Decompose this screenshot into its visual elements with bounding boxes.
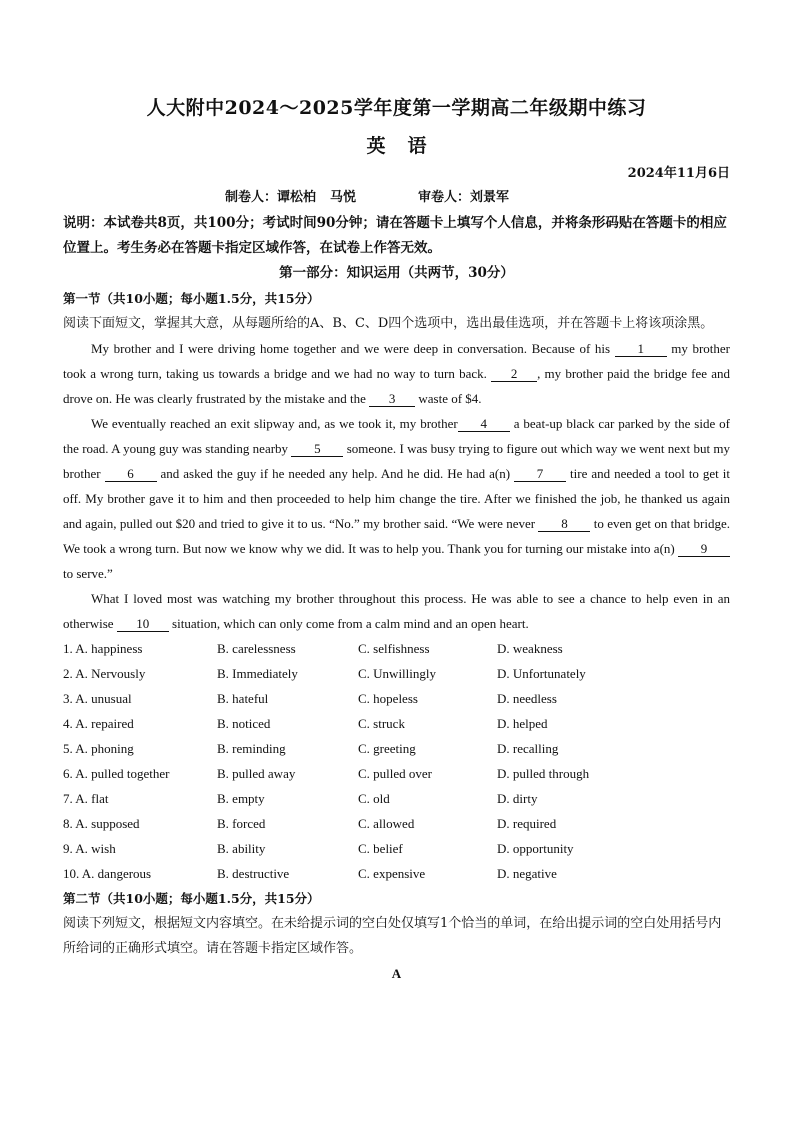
maker-second: 马悦: [330, 190, 357, 205]
section1-title: 第一节（共10小题；每小题1.5分，共15分）: [63, 291, 320, 306]
passage-text: to serve.”: [63, 566, 113, 581]
option-b: B. pulled away: [217, 766, 296, 781]
maker-label: 制卷人：谭松柏: [225, 190, 317, 205]
option-a: 8. A. supposed: [63, 816, 140, 831]
blank-2: 2: [491, 367, 537, 382]
option-d: D. Unfortunately: [497, 666, 586, 681]
option-b: B. forced: [217, 816, 266, 831]
section2-instructions: 阅读下列短文，根据短文内容填空。在未给提示词的空白处仅填写1个恰当的单词，在给出提示词的空白处用括号内所给词的正确形式填空。请在答题卡指定区域作答。: [63, 916, 722, 956]
passage-text: waste of $4.: [415, 391, 482, 406]
option-row: [63, 661, 730, 686]
option-d: D. required: [497, 816, 557, 831]
passage-text: , my brother paid the bridge fee and drove on. He was clearly frustrated by the mistake and the: [63, 366, 731, 406]
reviewer-label: 审卷人：刘景军: [418, 190, 510, 205]
option-b: B. carelessness: [217, 641, 296, 656]
blank-6: 6: [105, 467, 157, 482]
option-row: [63, 836, 730, 861]
option-a: 3. A. unusual: [63, 691, 132, 706]
option-c: C. pulled over: [358, 766, 433, 781]
blank-4: 4: [458, 417, 510, 432]
passage-text: What I loved most was watching my brother throughout this process. He was able to see a chance to help even in an otherwise: [63, 591, 730, 631]
option-c: C. allowed: [358, 816, 415, 831]
passage-text: situation, which can only come from a calm mind and an open heart.: [168, 616, 529, 631]
blank-1: 1: [615, 342, 667, 357]
exam-instructions: 说明：本试卷共8页，共100分；考试时间90分钟；请在答题卡上填写个人信息，并将条形码贴在答题卡的相应位置上。考生务必在答题卡指定区域作答，在试卷上作答无效。: [63, 215, 727, 256]
option-a: 10. A. dangerous: [63, 866, 152, 881]
passage-text: We eventually reached an exit slipway and, as we took it, my brother: [91, 416, 458, 431]
blank-3: 3: [369, 392, 415, 407]
option-row: [63, 686, 730, 711]
option-b: B. Immediately: [217, 666, 298, 681]
passage-text: to even get on that bridge. We took a wrong turn. But now we know why we did. It was to help you. Thank you for turning our mistake into a(n): [63, 516, 730, 556]
passage-paragraph-1: [63, 336, 730, 411]
option-b: B. hateful: [217, 691, 269, 706]
option-row: [63, 736, 730, 761]
exam-date: 2024年11月6日: [627, 166, 730, 181]
blank-8: 8: [538, 517, 590, 532]
option-d: D. opportunity: [497, 841, 574, 856]
option-row: [63, 861, 730, 886]
option-c: C. belief: [358, 841, 403, 856]
blank-10: 10: [117, 617, 169, 632]
option-c: C. selfishness: [358, 641, 430, 656]
blank-5: 5: [291, 442, 343, 457]
subject-title: 英语: [366, 135, 449, 157]
option-b: B. ability: [217, 841, 266, 856]
option-b: B. empty: [217, 791, 265, 806]
option-d: D. dirty: [497, 791, 538, 806]
passage-paragraph-3: [63, 586, 730, 636]
option-d: D. helped: [497, 716, 548, 731]
part1-title: 第一部分：知识运用（共两节，30分）: [279, 265, 514, 281]
option-b: B. reminding: [217, 741, 286, 756]
option-a: 9. A. wish: [63, 841, 116, 856]
blank-9: 9: [678, 542, 730, 557]
option-a: 6. A. pulled together: [63, 766, 170, 781]
option-d: D. needless: [497, 691, 557, 706]
option-a: 7. A. flat: [63, 791, 109, 806]
option-c: C. expensive: [358, 866, 426, 881]
option-a: 5. A. phoning: [63, 741, 134, 756]
passage-a-label: A: [391, 966, 402, 981]
option-row: [63, 761, 730, 786]
option-row: [63, 711, 730, 736]
passage-text: a beat-up black car parked by the side of the road. A young guy was standing nearby: [63, 416, 730, 456]
exam-title: 人大附中2024～2025学年度第一学期高二年级期中练习: [146, 97, 647, 119]
option-a: 2. A. Nervously: [63, 666, 146, 681]
passage-text: My brother and I were driving home together and we were deep in conversation. Because of his: [91, 341, 615, 356]
option-c: C. hopeless: [358, 691, 418, 706]
option-d: D. recalling: [497, 741, 559, 756]
section2-title: 第二节（共10小题；每小题1.5分，共15分）: [63, 891, 320, 906]
option-a: 1. A. happiness: [63, 641, 143, 656]
option-b: B. noticed: [217, 716, 271, 731]
option-a: 4. A. repaired: [63, 716, 134, 731]
option-d: D. weakness: [497, 641, 563, 656]
option-d: D. pulled through: [497, 766, 590, 781]
passage-text: tire and needed a tool to get it off. My brother gave it to him and then proceeded to help him change the tire. After we finished the job, he thanked us again and again, pulled out $20 and tried to give it to us. “No.” my brother said. “We were never: [63, 466, 730, 531]
answer-options: [63, 636, 730, 886]
option-c: C. old: [358, 791, 390, 806]
section1-instructions: 阅读下面短文，掌握其大意，从每题所给的A、B、C、D四个选项中，选出最佳选项，并在答题卡上将该项涂黑。: [63, 316, 714, 331]
option-c: C. Unwillingly: [358, 666, 437, 681]
option-b: B. destructive: [217, 866, 290, 881]
option-row: [63, 811, 730, 836]
passage-paragraph-2: [63, 411, 730, 586]
passage-text: someone. I was busy trying to figure out which way we went next but my brother: [63, 441, 730, 481]
blank-7: 7: [514, 467, 566, 482]
option-row: [63, 636, 730, 661]
passage-text: my brother took a wrong turn, taking us towards a bridge and we had no way to turn back.: [63, 341, 731, 381]
authors-line: [63, 189, 730, 207]
option-d: D. negative: [497, 866, 557, 881]
exam-page: [63, 95, 730, 986]
passage-text: and asked the guy if he needed any help. And he did. He had a(n): [156, 466, 515, 481]
option-c: C. struck: [358, 716, 405, 731]
option-row: [63, 786, 730, 811]
cloze-passage: [63, 336, 730, 636]
option-c: C. greeting: [358, 741, 416, 756]
